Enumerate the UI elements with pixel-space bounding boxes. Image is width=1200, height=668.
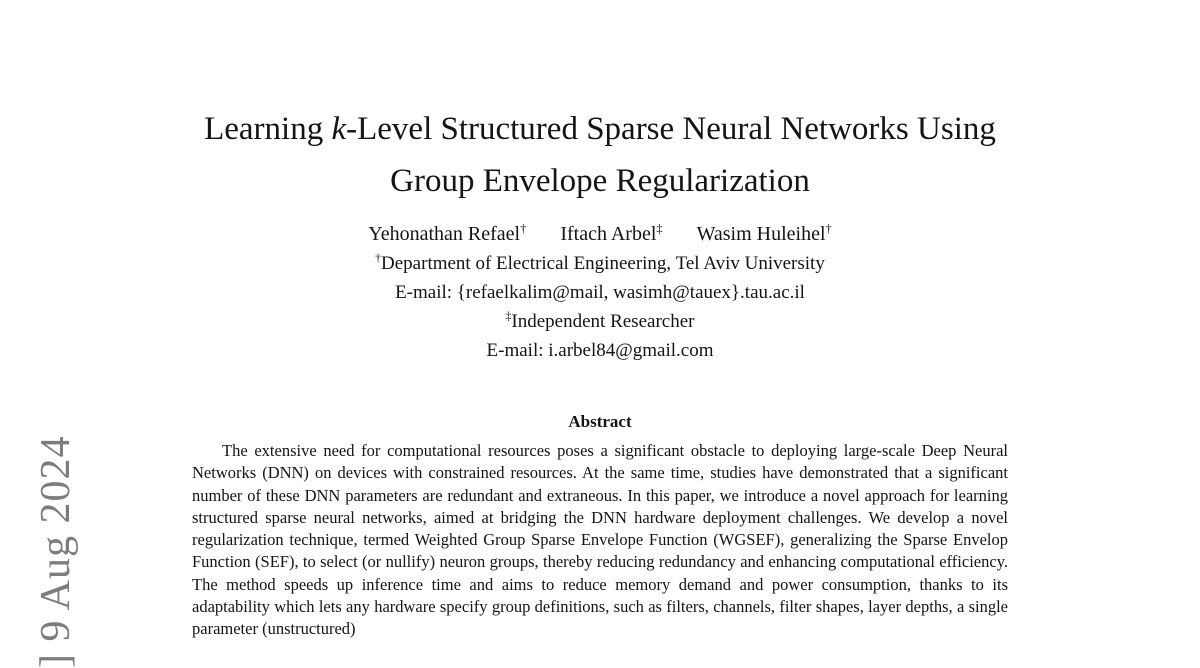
email-line-tau: E-mail: {refaelkalim@mail, wasimh@tauex}.tau.ac.il (0, 278, 1200, 307)
abstract-heading: Abstract (0, 412, 1200, 432)
paper-title-line1 (0, 103, 1200, 155)
author-3 (697, 223, 832, 245)
affiliation-department (0, 249, 1200, 278)
title-text-pre: Learning (204, 111, 331, 147)
author-3-mark: † (826, 221, 832, 235)
author-3-name: Wasim Huleihel (697, 223, 826, 245)
author-block (0, 220, 1200, 365)
affiliation-independent-mark: ‡ (506, 310, 512, 323)
affiliation-department-mark: † (375, 252, 381, 265)
author-2-mark: ‡ (656, 221, 662, 235)
title-text-post: -Level Structured Sparse Neural Networks Using (346, 111, 996, 147)
author-2 (560, 223, 662, 245)
paper-title (0, 103, 1200, 207)
affiliation-independent-text: Independent Researcher (511, 311, 694, 332)
author-1 (368, 223, 526, 245)
author-1-mark: † (520, 221, 526, 235)
affiliation-department-text: Department of Electrical Engineering, Tel Aviv University (381, 253, 825, 274)
author-1-name: Yehonathan Refael (368, 223, 520, 245)
email-line-gmail: E-mail: i.arbel84@gmail.com (0, 336, 1200, 365)
paper-title-line2: Group Envelope Regularization (0, 155, 1200, 207)
arxiv-date-watermark: ] 9 Aug 2024 (32, 436, 80, 668)
authors-line (0, 220, 1200, 249)
affiliation-independent (0, 307, 1200, 336)
author-2-name: Iftach Arbel (560, 223, 656, 245)
abstract-text: The extensive need for computational resources poses a significant obstacle to deploying large-scale Deep Neural Networks (DNN) on devices with constrained resources. At the same time, studies have demonstrated that a significant number of these DNN parameters are redundant and extraneous. In this paper, we introduce a novel approach for learning structured sparse neural networks, aimed at bridging the DNN hardware deployment challenges. We develop a novel regularization technique, termed Weighted Group Sparse Envelope Function (WGSEF), generalizing the Sparse Envelop Function (SEF), to select (or nullify) neuron groups, thereby reducing redundancy and enhancing computational efficiency. The method speeds up inference time and aims to reduce memory demand and power consumption, thanks to its adaptability which lets any hardware specify group definitions, such as filters, channels, filter shapes, layer depths, a single parameter (unstructured) (192, 440, 1008, 641)
title-italic-k: k (331, 111, 346, 147)
